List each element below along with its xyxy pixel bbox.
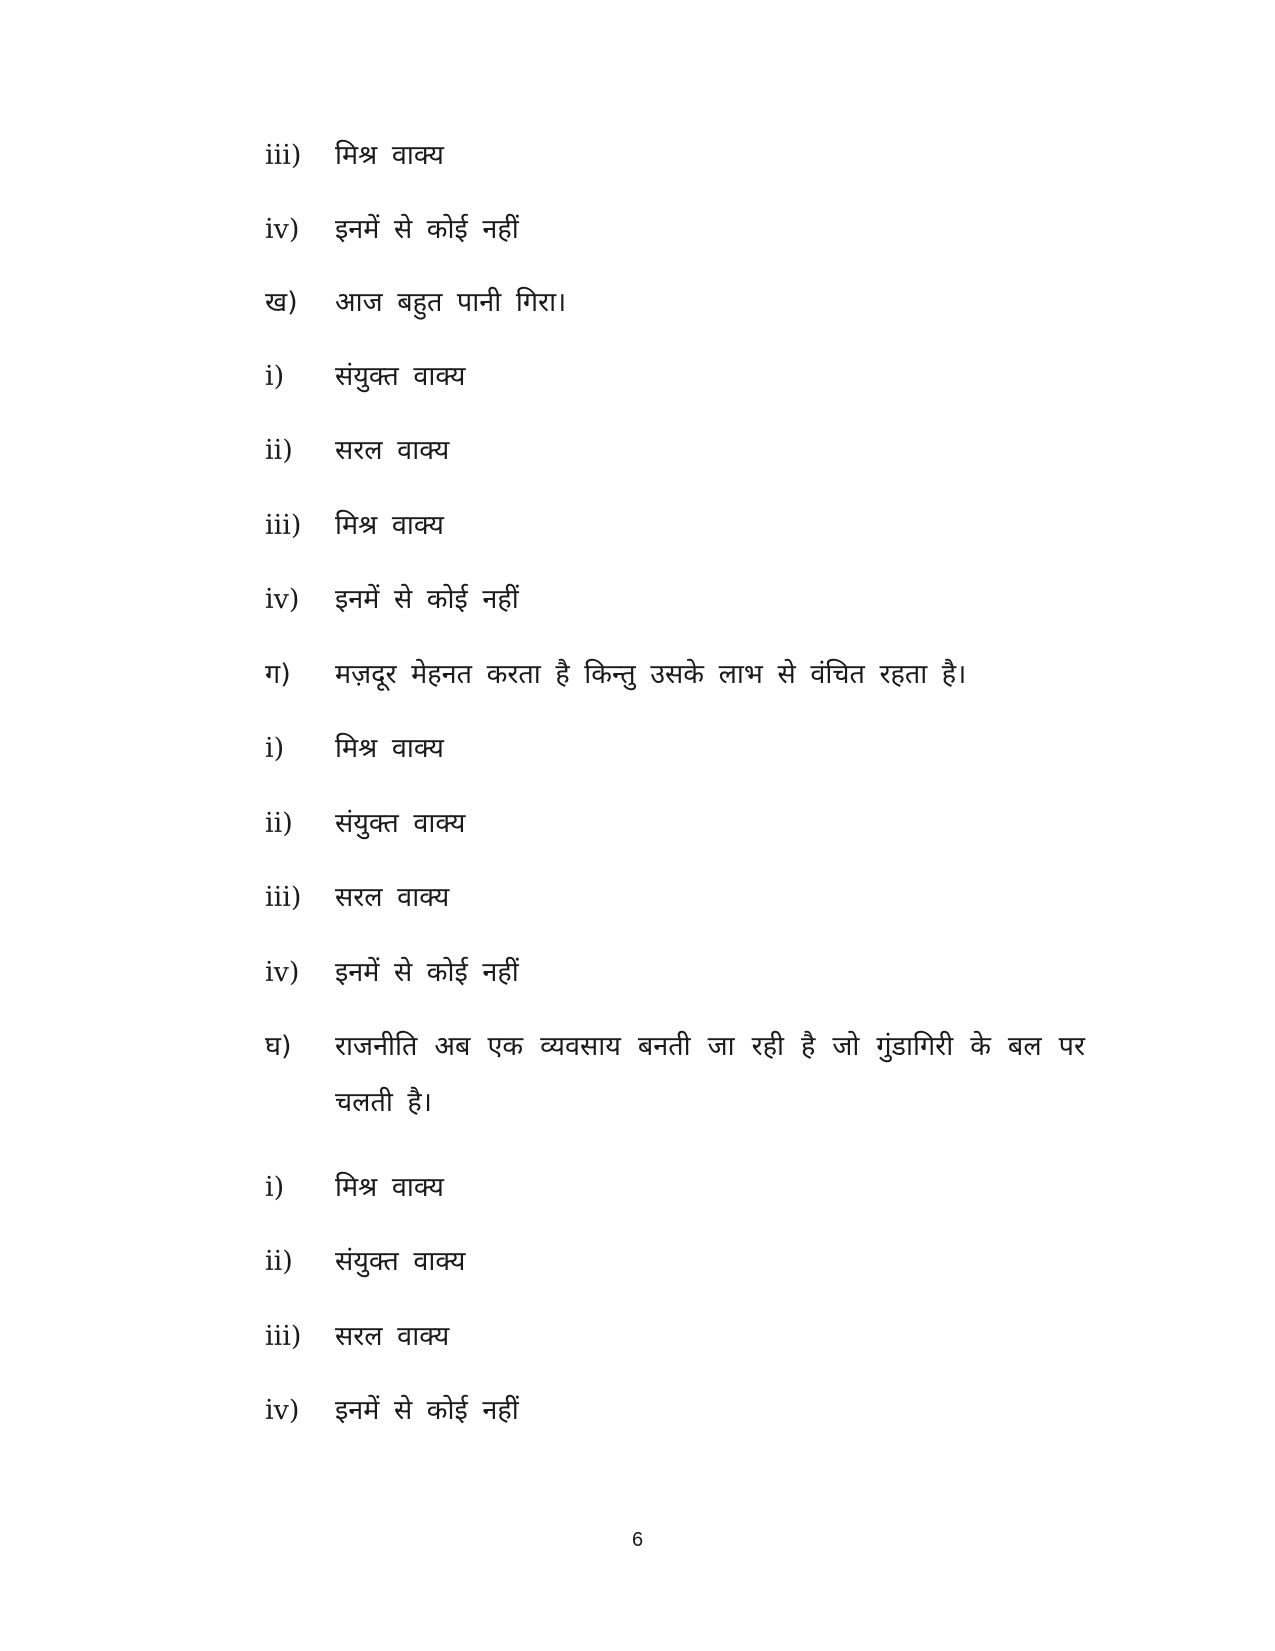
option-row — [265, 210, 1085, 285]
option-text: संयुक्त वाक्य — [335, 808, 466, 839]
option-text: इनमें से कोई नहीं — [335, 1395, 519, 1426]
option-label: ii) — [265, 808, 293, 839]
question-text: राजनीति अब एक व्यवसाय बनती जा रही है जो गुंडागिरी के बल पर चलती है। — [335, 1031, 1085, 1118]
option-row — [265, 804, 1085, 879]
option-label: i) — [265, 361, 285, 392]
option-row — [265, 136, 1085, 211]
page-number: 6 — [631, 1529, 644, 1551]
option-row — [265, 878, 1085, 953]
option-row — [265, 1242, 1085, 1317]
option-text: सरल वाक्य — [335, 1321, 450, 1352]
question-label: ख) — [265, 287, 298, 318]
option-label: i) — [265, 1172, 285, 1203]
question-label: ग) — [265, 659, 291, 690]
option-text: मिश्र वाक्य — [335, 1172, 444, 1203]
option-row — [265, 357, 1085, 432]
option-row — [265, 431, 1085, 506]
option-row — [265, 580, 1085, 655]
question-text: आज बहुत पानी गिरा। — [335, 287, 567, 318]
option-label: iii) — [265, 1321, 302, 1352]
option-text: सरल वाक्य — [335, 882, 450, 913]
option-row — [265, 1317, 1085, 1392]
option-row — [265, 1168, 1085, 1243]
option-row — [265, 506, 1085, 581]
option-text: मिश्र वाक्य — [335, 733, 444, 764]
option-label: iv) — [265, 1395, 300, 1426]
option-label: i) — [265, 733, 285, 764]
option-text: इनमें से कोई नहीं — [335, 584, 519, 615]
option-label: iii) — [265, 510, 302, 541]
option-text: संयुक्त वाक्य — [335, 361, 466, 392]
option-label: iv) — [265, 214, 300, 245]
option-label: iii) — [265, 140, 302, 171]
option-label: iii) — [265, 882, 302, 913]
option-row — [265, 953, 1085, 1028]
option-row — [265, 729, 1085, 804]
option-text: सरल वाक्य — [335, 435, 450, 466]
option-label: ii) — [265, 435, 293, 466]
option-text: इनमें से कोई नहीं — [335, 957, 519, 988]
option-text: संयुक्त वाक्य — [335, 1246, 466, 1277]
option-text: इनमें से कोई नहीं — [335, 214, 519, 245]
option-label: iv) — [265, 957, 300, 988]
option-text: मिश्र वाक्य — [335, 140, 444, 171]
question-row — [265, 655, 1085, 730]
question-row — [265, 1027, 1085, 1157]
question-text: मज़दूर मेहनत करता है किन्तु उसके लाभ से वंचित रहता है। — [335, 659, 967, 690]
question-label: घ) — [265, 1031, 292, 1062]
option-label: ii) — [265, 1246, 293, 1277]
option-row — [265, 1391, 1085, 1466]
option-text: मिश्र वाक्य — [335, 510, 444, 541]
question-row — [265, 283, 1085, 358]
option-label: iv) — [265, 584, 300, 615]
